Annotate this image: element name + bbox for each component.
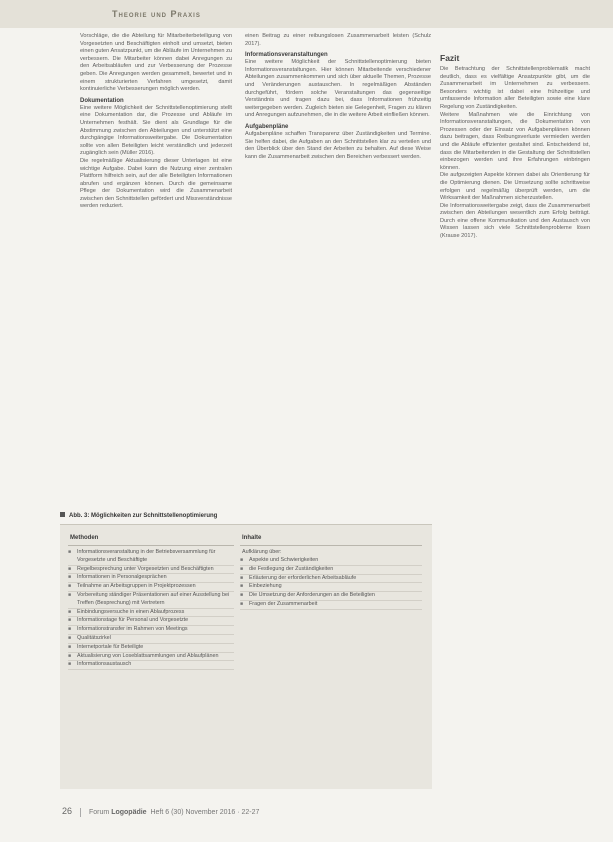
methods-header: Methoden: [70, 535, 99, 541]
square-bullet-icon: [60, 512, 65, 517]
list-item: ■ Aspekte und Schwierigkeiten: [240, 557, 422, 566]
text-column-3: [440, 66, 590, 241]
paragraph: Die regelmäßige Aktualisierung dieser Unterlagen ist eine wichtige Aufgabe. Dabei kann die Nutzung einer zentralen Plattform hilfreich sein, auf der alle Beteiligten Informationen abrufen und ergänzen können. Durch die gemeinsame Pflege der Dokumentation wird die Zusammenarbeit zwischen den Schnittstellen gefördert und Missverständnisse werden reduziert.: [80, 157, 232, 210]
text-column-2: [245, 33, 431, 161]
figure-box: [60, 524, 432, 789]
methods-list: [68, 549, 234, 670]
list-item: ■ Qualitätszirkel: [68, 635, 234, 644]
text-column-1: [80, 33, 232, 211]
paragraph: Aufgabenpläne schaffen Transparenz über Zuständigkeiten und Termine. Sie helfen dabei, die Aufgaben an den Schnittstellen klar zu verteilen und den Überblick über den Stand der Arbeiten zu behalten. Auf diese Weise kann die Zusammenarbeit zwischen den Bereichen verbessert werden.: [245, 130, 431, 160]
list-item: ■ Die Umsetzung der Anforderungen an die Beteiligten: [240, 592, 422, 601]
list-item: ■ Informationsveranstaltung in der Betriebsversammlung für Vorgesetzte und Beschäftigte: [68, 549, 234, 566]
list-item: ■ Einbeziehung: [240, 583, 422, 592]
list-item: ■ Informationsaustausch: [68, 661, 234, 670]
page-number: 26: [62, 806, 73, 816]
section-title: Theorie und Praxis: [112, 9, 201, 19]
magazine-brand: Logopädie: [111, 809, 147, 816]
fazit-heading: Fazit: [440, 53, 460, 63]
figure-caption-text: Abb. 3: Möglichkeiten zur Schnittstellenoptimierung: [69, 513, 218, 519]
list-item: ■ Vorbereitung ständiger Präsentationen auf einer Ausstellung bei Treffen (Besprechung) mit Vertretern: [68, 592, 234, 609]
paragraph: Vorschläge, die die Abteilung für Mitarbeiterbeteiligung von Vorgesetzten und Beschäftigten einholt und umsetzt, bieten einen guten Ansatzpunkt, um die Abläufe im Unternehmen zu verbessern. Die Mitarbeiter können dabei Anregungen zu den Arbeitsabläufen und zur Verbesserung der Prozesse geben. Die Anregungen werden gesammelt, bewertet und in einem strukturierten Verfahren umgesetzt, damit kontinuierliche Verbesserungen möglich werden.: [80, 33, 232, 93]
divider: [80, 808, 81, 817]
divider: [68, 545, 234, 546]
paragraph: Weitere Maßnahmen wie die Einrichtung von Informationsveranstaltungen, die Dokumentation von Prozessen oder der Einsatz von Aufgabenplänen können dazu beitragen, dass Reibungsverluste vermieden werden und die Abläufe effizienter gestaltet sind. Entscheidend ist, dass die Mitarbeitenden in die Gestaltung der Schnittstellen einbezogen werden und ihre Erfahrungen einbringen können.: [440, 111, 590, 171]
issue-info: Heft 6 (30) November 2016 · 22-27: [150, 809, 260, 816]
paragraph: einen Beitrag zu einer reibungslosen Zusammenarbeit leisten (Schulz 2017).: [245, 33, 431, 47]
figure-caption: [60, 512, 217, 519]
subheading-aufgabenplaene: Aufgabenpläne: [245, 123, 289, 130]
contents-label: Aufklärung über:: [242, 549, 282, 555]
list-item: ■ Informationstage für Personal und Vorgesetzte: [68, 617, 234, 626]
subheading-dokumentation: Dokumentation: [80, 97, 124, 104]
list-item: ■ Einbindungsversuche in einen Ablaufprozess: [68, 609, 234, 618]
paragraph: Eine weitere Möglichkeit der Schnittstellenoptimierung bieten Informationsveranstaltungen. Hier können Mitarbeitende verschiedener Abteilungen zusammenkommen und sich über aktuelle Themen, Prozesse und Veränderungen austauschen. In regelmäßigen Abständen durchgeführt, fördern solche Veranstaltungen das gegenseitige Verständnis und tragen dazu bei, dass Informationen frühzeitig weitergegeben werden. Zugleich bieten sie Gelegenheit, Fragen zu klären und Anregungen aufzunehmen, die in die weitere Arbeit einfließen können.: [245, 59, 431, 119]
contents-header: Inhalte: [242, 535, 262, 541]
contents-list: [240, 557, 422, 610]
list-item: ■ Aktualisierung von Loseblattsammlungen und Ablaufplänen: [68, 653, 234, 662]
list-item: ■ Internetportale für Beteiligte: [68, 644, 234, 653]
paragraph: Die aufgezeigten Aspekte können dabei als Orientierung für die Optimierung dienen. Die Umsetzung sollte schrittweise erfolgen und regelmäßig überprüft werden, um die Wirksamkeit der Maßnahmen sicherzustellen.: [440, 172, 590, 202]
list-item: ■ Informationen in Personalgesprächen: [68, 574, 234, 583]
subheading-informationsveranstaltungen: Informationsveranstaltungen: [245, 52, 328, 59]
list-item: ■ Erläuterung der erforderlichen Arbeitsabläufe: [240, 575, 422, 584]
divider: [240, 545, 422, 546]
page-footer: [62, 806, 259, 817]
paragraph: Eine weitere Möglichkeit der Schnittstellenoptimierung stellt eine Dokumentation dar, die Prozesse und Abläufe im Unternehmen festhält. Sie dient als Grundlage für die Abstimmung zwischen den Abteilungen und unterstützt eine durchgängige Informationsweitergabe. Die Dokumentation sollte von allen Beteiligten leicht verständlich und jederzeit zugänglich sein (Müller 2016).: [80, 104, 232, 157]
list-item: ■ Fragen der Zusammenarbeit: [240, 601, 422, 610]
list-item: ■ Informationstransfer im Rahmen von Meetings: [68, 626, 234, 635]
paragraph: Die Betrachtung der Schnittstellenproblematik macht deutlich, dass es vielfältige Ansatzpunkte gibt, um die Zusammenarbeit im Unternehmen zu verbessern. Besonders wichtig ist dabei eine frühzeitige und umfassende Information aller Beteiligten sowie eine klare Regelung von Zuständigkeiten.: [440, 66, 590, 110]
paragraph: Die Informationsweitergabe zeigt, dass die Zusammenarbeit zwischen den Abteilungen wesentlich zum Erfolg beiträgt. Durch eine offene Kommunikation und den Austausch von Wissen lassen sich viele Schnittstellenprobleme lösen (Krause 2017).: [440, 202, 590, 240]
header-bar: [0, 0, 613, 28]
list-item: ■ die Festlegung der Zuständigkeiten: [240, 566, 422, 575]
magazine-prefix: Forum: [89, 809, 112, 816]
list-item: ■ Teilnahme an Arbeitsgruppen in Projektprozessen: [68, 583, 234, 592]
list-item: ■ Regelbesprechung unter Vorgesetzten und Beschäftigten: [68, 566, 234, 575]
